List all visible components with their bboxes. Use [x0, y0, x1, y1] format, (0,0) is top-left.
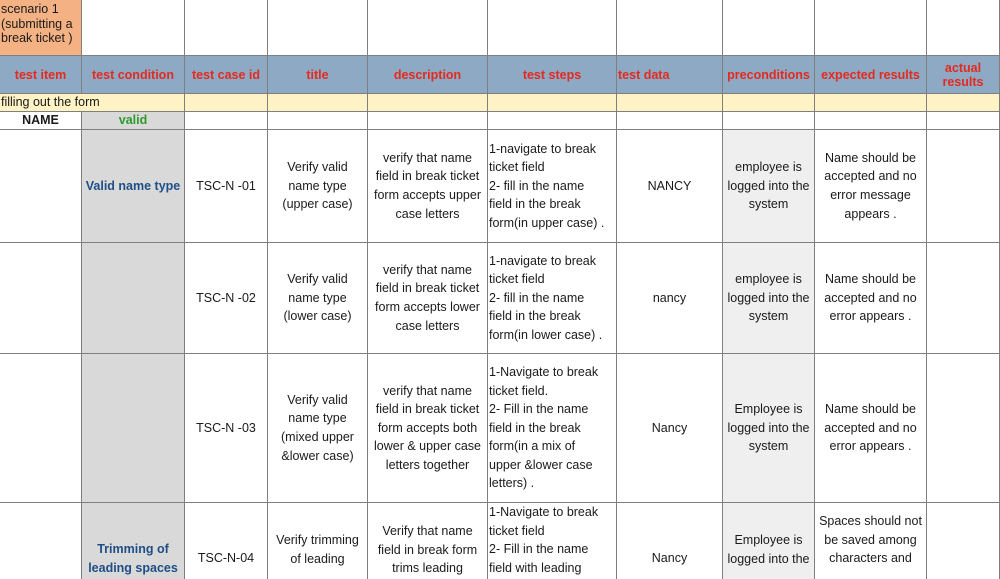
title-cell[interactable]: Verify valid name type (mixed upper &lower case) [268, 354, 368, 503]
actual-results-cell[interactable] [927, 243, 1000, 354]
empty-cell[interactable] [815, 0, 927, 56]
section-fill[interactable] [368, 94, 488, 112]
test-case-id-cell[interactable]: TSC-N -02 [185, 243, 268, 354]
test-condition-cell[interactable] [82, 243, 185, 354]
actual-results-cell[interactable] [927, 130, 1000, 243]
empty-cell[interactable] [268, 0, 368, 56]
test-steps-cell[interactable]: 1-Navigate to break ticket field. 2- Fill in the name field in the break form(in a mix of upper &lower case letters) . [488, 354, 617, 503]
test-item-cell[interactable] [0, 243, 82, 354]
empty-cell[interactable] [488, 112, 617, 130]
section-fill[interactable] [927, 94, 1000, 112]
test-data-cell[interactable]: NANCY [617, 130, 723, 243]
test-steps-cell[interactable]: 1-navigate to break ticket field 2- fill in the name field in the break form(in lower case) . [488, 243, 617, 354]
section-fill[interactable] [185, 94, 268, 112]
empty-cell[interactable] [617, 112, 723, 130]
empty-cell[interactable] [617, 0, 723, 56]
description-cell[interactable]: verify that name field in break ticket form accepts lower case letters [368, 243, 488, 354]
empty-cell[interactable] [368, 0, 488, 56]
preconditions-cell[interactable]: employee is logged into the system [723, 243, 815, 354]
title-cell[interactable]: Verify valid name type (upper case) [268, 130, 368, 243]
empty-cell[interactable] [368, 112, 488, 130]
test-item-cell[interactable] [0, 503, 82, 579]
empty-cell[interactable] [815, 112, 927, 130]
test-steps-cell[interactable]: 1-Navigate to break ticket field 2- Fill in the name field with leading [488, 503, 617, 579]
header-description[interactable]: description [368, 56, 488, 94]
description-cell[interactable]: verify that name field in break ticket form accepts both lower & upper case letters together [368, 354, 488, 503]
test-case-id-cell[interactable]: TSC-N -03 [185, 354, 268, 503]
empty-cell[interactable] [185, 112, 268, 130]
section-fill[interactable] [723, 94, 815, 112]
empty-cell[interactable] [82, 0, 185, 56]
expected-results-cell[interactable]: Name should be accepted and no error appears . [815, 243, 927, 354]
actual-results-cell[interactable] [927, 503, 1000, 579]
description-cell[interactable]: verify that name field in break ticket form accepts upper case letters [368, 130, 488, 243]
empty-cell[interactable] [268, 112, 368, 130]
empty-cell[interactable] [723, 112, 815, 130]
test-item-cell[interactable] [0, 354, 82, 503]
test-case-id-cell[interactable]: TSC-N -01 [185, 130, 268, 243]
section-fill[interactable] [268, 94, 368, 112]
preconditions-cell[interactable]: Employee is logged into the [723, 503, 815, 579]
header-test-case-id[interactable]: test case id [185, 56, 268, 94]
actual-results-cell[interactable] [927, 354, 1000, 503]
scenario-cell[interactable]: scenario 1 (submitting a break ticket ) [0, 0, 82, 56]
test-item-cell[interactable] [0, 130, 82, 243]
test-steps-cell[interactable]: 1-navigate to break ticket field 2- fill in the name field in the break form(in upper case) . [488, 130, 617, 243]
test-condition-cell[interactable] [82, 354, 185, 503]
header-test-item[interactable]: test item [0, 56, 82, 94]
description-cell[interactable]: Verify that name field in break form trims leading [368, 503, 488, 579]
expected-results-cell[interactable]: Name should be accepted and no error message appears . [815, 130, 927, 243]
group-condition[interactable]: valid [82, 112, 185, 130]
preconditions-cell[interactable]: employee is logged into the system [723, 130, 815, 243]
section-fill[interactable] [617, 94, 723, 112]
section-label[interactable]: filling out the form [0, 94, 185, 112]
test-data-cell[interactable]: nancy [617, 243, 723, 354]
empty-cell[interactable] [488, 0, 617, 56]
header-expected-results[interactable]: expected results [815, 56, 927, 94]
title-cell[interactable]: Verify trimming of leading [268, 503, 368, 579]
group-item[interactable]: NAME [0, 112, 82, 130]
header-test-condition[interactable]: test condition [82, 56, 185, 94]
test-data-cell[interactable]: Nancy [617, 354, 723, 503]
preconditions-cell[interactable]: Employee is logged into the system [723, 354, 815, 503]
header-preconditions[interactable]: preconditions [723, 56, 815, 94]
test-data-cell[interactable]: Nancy [617, 503, 723, 579]
section-fill[interactable] [815, 94, 927, 112]
test-condition-cell[interactable]: Trimming of leading spaces [82, 503, 185, 579]
test-case-id-cell[interactable]: TSC-N-04 [185, 503, 268, 579]
expected-results-cell[interactable]: Spaces should not be saved among characters and [815, 503, 927, 579]
expected-results-cell[interactable]: Name should be accepted and no error appears . [815, 354, 927, 503]
header-test-steps[interactable]: test steps [488, 56, 617, 94]
header-test-data[interactable]: test data [617, 56, 723, 94]
empty-cell[interactable] [723, 0, 815, 56]
empty-cell[interactable] [927, 112, 1000, 130]
test-condition-cell[interactable]: Valid name type [82, 130, 185, 243]
header-actual-results[interactable]: actual results [927, 56, 1000, 94]
section-fill[interactable] [488, 94, 617, 112]
title-cell[interactable]: Verify valid name type (lower case) [268, 243, 368, 354]
empty-cell[interactable] [185, 0, 268, 56]
empty-cell[interactable] [927, 0, 1000, 56]
header-title[interactable]: title [268, 56, 368, 94]
